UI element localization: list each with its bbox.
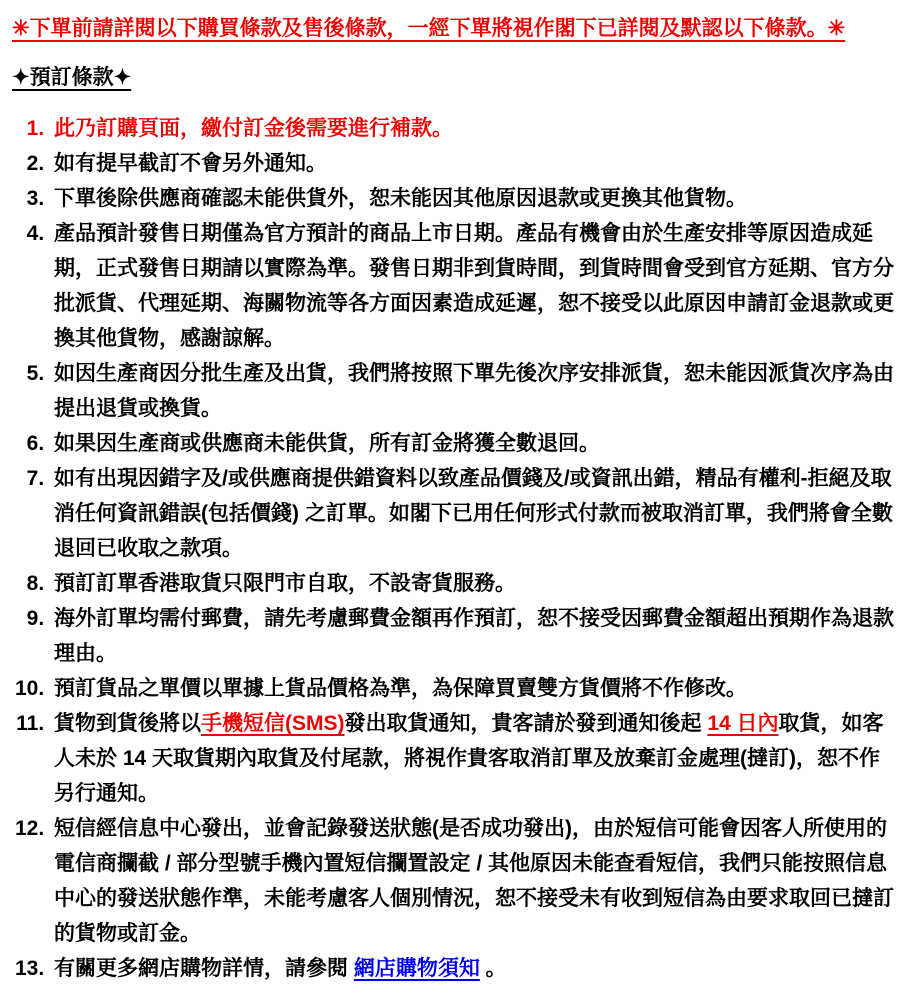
term-item bbox=[50, 671, 897, 706]
term-text: 如有出現因錯字及/或供應商提供錯資料以致產品價錢及/或資訊出錯，精品有權利-拒絕及取消任何資訊錯誤(包括價錢) 之訂單。如閣下已用任何形式付款而被取消訂單，我們將會全數退回已收取之款項。 bbox=[54, 467, 893, 560]
term-item bbox=[50, 146, 897, 181]
term-text: 預訂貨品之單價以單據上貨品價格為準，為保障買賣雙方貨價將不作修改。 bbox=[54, 677, 747, 700]
highlighted-term-text: 手機短信(SMS) bbox=[201, 712, 345, 735]
term-text: 此乃訂購頁面，繳付訂金後需要進行補款。 bbox=[54, 117, 453, 140]
term-item bbox=[50, 216, 897, 356]
purchase-terms-warning-header: ✳下單前請詳閱以下購買條款及售後條款，一經下單將視作閣下已詳閱及默認以下條款。✳ bbox=[12, 17, 846, 40]
term-text: 如果因生產商或供應商未能供貨，所有訂金將獲全數退回。 bbox=[54, 432, 600, 455]
term-text: 取貨，如客人未於 14 天取貨期內取貨及付尾款，將視作貴客取消訂單及放棄訂金處理(撻訂)，恕不作另行通知。 bbox=[54, 712, 884, 805]
term-item bbox=[50, 426, 897, 461]
terms-list bbox=[12, 111, 897, 986]
term-item bbox=[50, 356, 897, 426]
store-shopping-notice-link[interactable]: 網店購物須知 bbox=[353, 957, 480, 980]
term-item bbox=[50, 811, 897, 951]
term-text: 如有提早截訂不會另外通知。 bbox=[54, 152, 327, 175]
term-text: 。 bbox=[479, 957, 507, 980]
term-text: 如因生產商因分批生產及出貨，我們將按照下單先後次序安排派貨，恕未能因派貨次序為由提出退貨或換貨。 bbox=[54, 362, 894, 420]
term-text: 下單後除供應商確認未能供貨外，恕未能因其他原因退款或更換其他貨物。 bbox=[54, 187, 747, 210]
term-text: 海外訂單均需付郵費，請先考慮郵費金額再作預訂，恕不接受因郵費金額超出預期作為退款理由。 bbox=[54, 607, 894, 665]
term-item bbox=[50, 566, 897, 601]
highlighted-term-text: 14 日內 bbox=[707, 712, 779, 735]
term-text: 預訂訂單香港取貨只限門市自取，不設寄貨服務。 bbox=[54, 572, 516, 595]
term-text: 產品預計發售日期僅為官方預計的商品上市日期。產品有機會由於生產安排等原因造成延期，正式發售日期請以實際為準。發售日期非到貨時間，到貨時間會受到官方延期、官方分批派貨、代理延期、海關物流等各方面因素造成延遲，恕不接受以此原因申請訂金退款或更換其他貨物，感謝諒解。 bbox=[54, 222, 894, 350]
term-item bbox=[50, 601, 897, 671]
term-text: 有關更多網店購物詳情，請參閱 bbox=[54, 957, 354, 980]
term-item bbox=[50, 706, 897, 811]
term-text: 貨物到貨後將以 bbox=[54, 712, 201, 735]
preorder-terms-section-title: ✦預訂條款✦ bbox=[12, 66, 132, 89]
term-item bbox=[50, 951, 897, 986]
term-item bbox=[50, 461, 897, 566]
term-text: 發出取貨通知，貴客請於發到通知後起 bbox=[344, 712, 708, 735]
term-text: 短信經信息中心發出，並會記錄發送狀態(是否成功發出)，由於短信可能會因客人所使用的電信商攔截 / 部分型號手機內置短信攔置設定 / 其他原因未能查看短信，我們只能按照信息中心的發送狀態作準，未能考慮客人個別情況，恕不接受未有收到短信為由要求取回已撻訂的貨物或訂金。 bbox=[54, 817, 894, 945]
term-item bbox=[50, 181, 897, 216]
term-item bbox=[50, 111, 897, 146]
